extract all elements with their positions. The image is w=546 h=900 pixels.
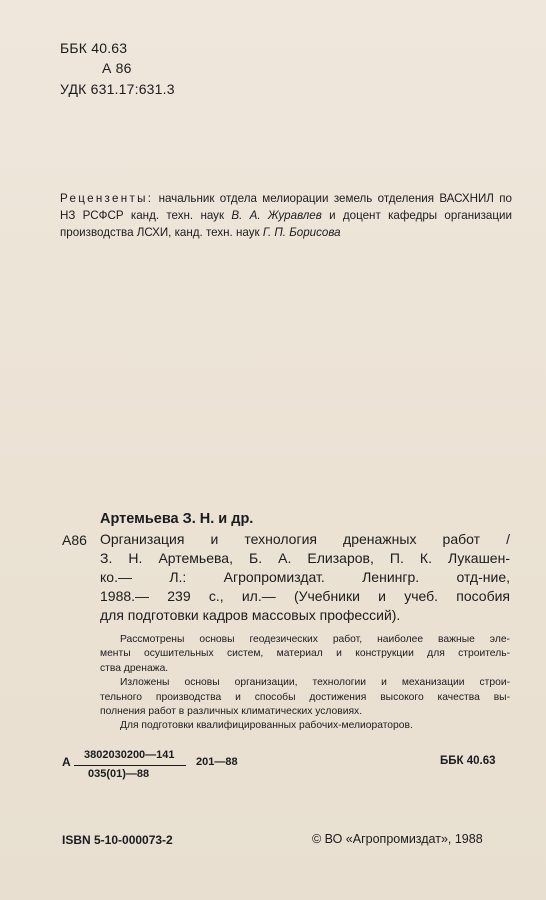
- bbk-code: ББК 40.63: [60, 40, 128, 56]
- annotation-line: менты осушительных систем, материал и конструкции для строитель-: [100, 648, 510, 660]
- biblio-line: для подготовки кадров массовых профессий).: [100, 607, 401, 623]
- reviewer-name-2: Г. П. Борисова: [262, 226, 341, 239]
- udk-code: УДК 631.17:631.3: [60, 81, 175, 97]
- author-sign-code: А 86: [102, 60, 132, 76]
- price-suffix: 201—88: [196, 756, 238, 768]
- price-bbk: ББК 40.63: [440, 755, 496, 767]
- annotation-line: Изложены основы организации, технологии и механизации строи-: [120, 677, 510, 689]
- fraction-line: [74, 765, 186, 766]
- annotation-line: Для подготовки квалифицированных рабочих-мелиораторов.: [120, 720, 413, 732]
- annotation-line: тельного производства и способы достижения высокого качества вы-: [100, 691, 510, 703]
- biblio-line: З. Н. Артемьева, Б. А. Елизаров, П. К. Лукашен-: [100, 550, 510, 566]
- catalog-author: Артемьева З. Н. и др.: [100, 511, 254, 527]
- annotation-line: полнения работ в различных климатических условиях.: [100, 706, 363, 718]
- biblio-line: ко.— Л.: Агропромиздат. Ленингр. отд-ние,: [100, 569, 510, 585]
- catalog-code: А86: [62, 532, 87, 548]
- reviewers-text-2: и доцент кафедры организации производства ЛСХИ, канд. техн. наук: [60, 209, 512, 239]
- isbn: ISBN 5-10-000073-2: [62, 833, 173, 847]
- price-letter: А: [62, 755, 71, 769]
- annotation-line: ства дренажа.: [100, 662, 169, 674]
- reviewers-text-1: начальник отдела мелиорации земель отделения ВАСХНИЛ по НЗ РСФСР канд. техн. наук: [60, 192, 512, 222]
- reviewers-block: [60, 190, 512, 241]
- price-denominator: 035(01)—88: [88, 768, 150, 780]
- price-numerator: 3802030200—141: [84, 749, 175, 761]
- bibliographic-description: [100, 530, 510, 625]
- biblio-line: Организация и технология дренажных работ /: [100, 531, 510, 547]
- annotation: [100, 633, 510, 734]
- annotation-line: Рассмотрены основы геодезических работ, наиболее важные эле-: [120, 634, 510, 645]
- reviewers-label: Рецензенты:: [60, 192, 154, 205]
- reviewer-name-1: В. А. Журавлев: [231, 209, 322, 222]
- biblio-line: 1988.— 239 с., ил.— (Учебники и учеб. пособия: [100, 588, 510, 604]
- copyright: © ВО «Агропромиздат», 1988: [312, 832, 483, 846]
